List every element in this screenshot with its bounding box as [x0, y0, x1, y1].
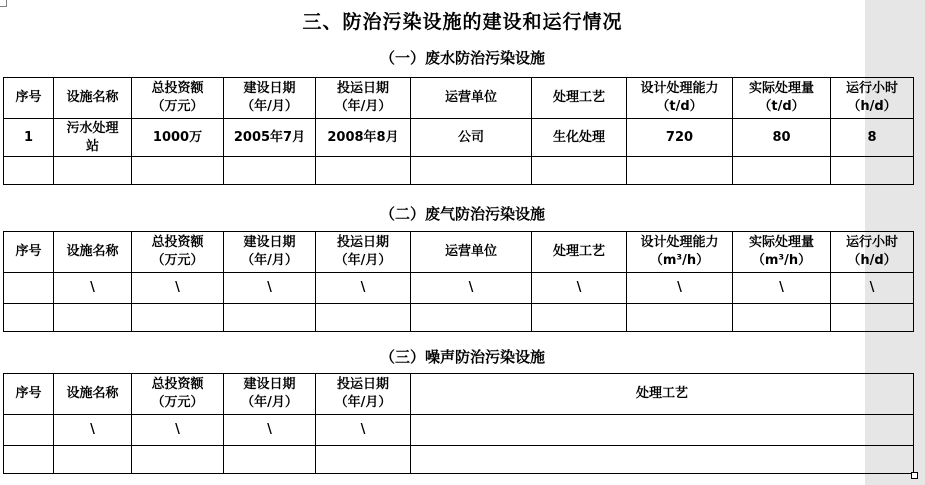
- table-cell[interactable]: [316, 304, 411, 332]
- column-header: 建设日期 （年/月）: [224, 374, 316, 415]
- column-header: 序号: [4, 374, 54, 415]
- table-cell[interactable]: [132, 446, 224, 474]
- column-header: 设施名称: [54, 232, 132, 273]
- table-cell[interactable]: [316, 157, 411, 185]
- column-header: 运行小时 （h/d）: [831, 232, 914, 273]
- table-cell[interactable]: 污水处理 站: [54, 119, 132, 157]
- table-cell[interactable]: [627, 157, 733, 185]
- noise-header-row: [4, 374, 914, 415]
- table-cell[interactable]: 720: [627, 119, 733, 157]
- table-cell[interactable]: [224, 304, 316, 332]
- water-header-row: [4, 78, 914, 119]
- table-cell[interactable]: [733, 157, 831, 185]
- column-header: 处理工艺: [411, 374, 914, 415]
- table-cell[interactable]: 80: [733, 119, 831, 157]
- table-cell[interactable]: \: [316, 415, 411, 446]
- table-cell[interactable]: 1000万: [132, 119, 224, 157]
- table-row: [4, 415, 914, 446]
- column-header: 总投资额 （万元）: [132, 374, 224, 415]
- water-facilities-table: [3, 77, 914, 185]
- table-cell[interactable]: 生化处理: [532, 119, 627, 157]
- table-cell[interactable]: [411, 446, 914, 474]
- page-corner-mark: [0, 0, 7, 7]
- column-header: 实际处理量 （m³/h）: [733, 232, 831, 273]
- table-cell[interactable]: 8: [831, 119, 914, 157]
- table-cell[interactable]: [224, 157, 316, 185]
- table-cell[interactable]: [532, 304, 627, 332]
- table-cell[interactable]: 2008年8月: [316, 119, 411, 157]
- table-cell[interactable]: \: [54, 415, 132, 446]
- table-cell[interactable]: \: [411, 273, 532, 304]
- table-cell[interactable]: [4, 415, 54, 446]
- table-cell[interactable]: [532, 157, 627, 185]
- column-header: 设施名称: [54, 374, 132, 415]
- table-cell[interactable]: [411, 157, 532, 185]
- table-cell[interactable]: [316, 446, 411, 474]
- gas-header-row: [4, 232, 914, 273]
- table-cell[interactable]: \: [627, 273, 733, 304]
- table-cell[interactable]: \: [733, 273, 831, 304]
- table-resize-handle[interactable]: [911, 472, 918, 479]
- table-cell[interactable]: [224, 446, 316, 474]
- column-header: 序号: [4, 232, 54, 273]
- column-header: 处理工艺: [532, 232, 627, 273]
- table-cell[interactable]: [831, 157, 914, 185]
- table-cell[interactable]: \: [132, 273, 224, 304]
- table-cell[interactable]: \: [224, 273, 316, 304]
- noise-facilities-table: [3, 373, 914, 474]
- column-header: 建设日期 （年/月）: [224, 232, 316, 273]
- table-row: [4, 157, 914, 185]
- gas-heading: （二）废气防治污染设施: [379, 205, 545, 223]
- table-cell[interactable]: [831, 304, 914, 332]
- table-row: [4, 119, 914, 157]
- table-row: [4, 446, 914, 474]
- column-header: 运行小时 （h/d）: [831, 78, 914, 119]
- table-cell[interactable]: [54, 304, 132, 332]
- table-cell[interactable]: [54, 446, 132, 474]
- table-cell[interactable]: [4, 273, 54, 304]
- column-header: 总投资额 （万元）: [132, 78, 224, 119]
- table-cell[interactable]: 1: [4, 119, 54, 157]
- table-cell[interactable]: [54, 157, 132, 185]
- table-cell[interactable]: \: [132, 415, 224, 446]
- table-cell[interactable]: [4, 157, 54, 185]
- column-header: 设计处理能力 （m³/h）: [627, 232, 733, 273]
- column-header: 运营单位: [411, 232, 532, 273]
- column-header: 建设日期 （年/月）: [224, 78, 316, 119]
- table-cell[interactable]: [4, 446, 54, 474]
- table-cell[interactable]: \: [54, 273, 132, 304]
- table-cell[interactable]: \: [532, 273, 627, 304]
- noise-heading: （三）噪声防治污染设施: [379, 348, 545, 366]
- table-cell[interactable]: [733, 304, 831, 332]
- table-cell[interactable]: 公司: [411, 119, 532, 157]
- table-cell[interactable]: 2005年7月: [224, 119, 316, 157]
- table-cell[interactable]: [411, 304, 532, 332]
- column-header: 设计处理能力 （t/d）: [627, 78, 733, 119]
- table-cell[interactable]: \: [831, 273, 914, 304]
- water-heading: （一）废水防治污染设施: [379, 49, 545, 67]
- table-cell[interactable]: [132, 304, 224, 332]
- column-header: 序号: [4, 78, 54, 119]
- column-header: 实际处理量 （t/d）: [733, 78, 831, 119]
- table-cell[interactable]: [627, 304, 733, 332]
- section-title: 三、防治污染设施的建设和运行情况: [302, 11, 623, 33]
- column-header: 运营单位: [411, 78, 532, 119]
- table-cell[interactable]: [132, 157, 224, 185]
- table-row: [4, 304, 914, 332]
- column-header: 投运日期 （年/月）: [316, 78, 411, 119]
- column-header: 投运日期 （年/月）: [316, 374, 411, 415]
- column-header: 设施名称: [54, 78, 132, 119]
- table-cell[interactable]: [4, 304, 54, 332]
- table-row: [4, 273, 914, 304]
- table-cell[interactable]: \: [224, 415, 316, 446]
- column-header: 总投资额 （万元）: [132, 232, 224, 273]
- table-cell[interactable]: \: [316, 273, 411, 304]
- column-header: 投运日期 （年/月）: [316, 232, 411, 273]
- gas-facilities-table: [3, 231, 914, 332]
- column-header: 处理工艺: [532, 78, 627, 119]
- table-cell[interactable]: [411, 415, 914, 446]
